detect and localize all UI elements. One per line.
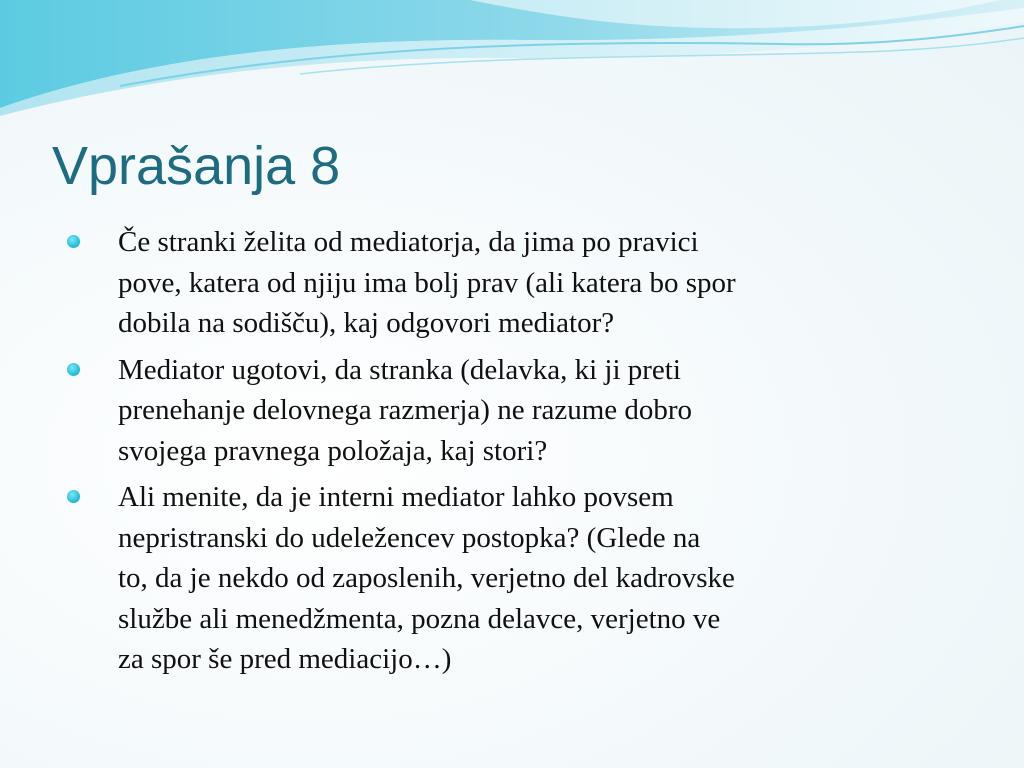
bullet-item-3 [66, 477, 966, 680]
decorative-wave-header [0, 0, 1024, 120]
bullet-item-2 [66, 350, 966, 472]
bullet-line: dobila na sodišču), kaj odgovori mediator? [118, 307, 615, 339]
bullet-dot-icon [67, 490, 80, 503]
bullet-line: Mediator ugotovi, da stranka (delavka, ki ji preti [118, 353, 681, 386]
slide-title: Vprašanja 8 [52, 136, 341, 196]
bullet-dot-icon [67, 363, 80, 376]
bullet-line: za spor še pred mediacijo…) [118, 643, 452, 675]
bullet-line: pove, katera od njiju ima bolj prav (ali katera bo spor [118, 266, 736, 299]
bullet-list [66, 222, 966, 686]
bullet-line: to, da je nekdo od zaposlenih, verjetno del kadrovske [118, 562, 735, 594]
bullet-line: svojega pravnega položaja, kaj stori? [118, 434, 548, 467]
bullet-line: nepristranski do udeležencev postopka? (Glede na [118, 521, 701, 554]
bullet-line: Če stranki želita od mediatorja, da jima po pravici [118, 226, 699, 258]
bullet-line: prenehanje delovnega razmerja) ne razume dobro [118, 394, 693, 426]
bullet-item-1 [66, 222, 966, 344]
bullet-line: službe ali menedžmenta, pozna delavce, verjetno ve [118, 602, 721, 635]
bullet-dot-icon [67, 235, 80, 248]
bullet-line: Ali menite, da je interni mediator lahko povsem [118, 481, 674, 513]
